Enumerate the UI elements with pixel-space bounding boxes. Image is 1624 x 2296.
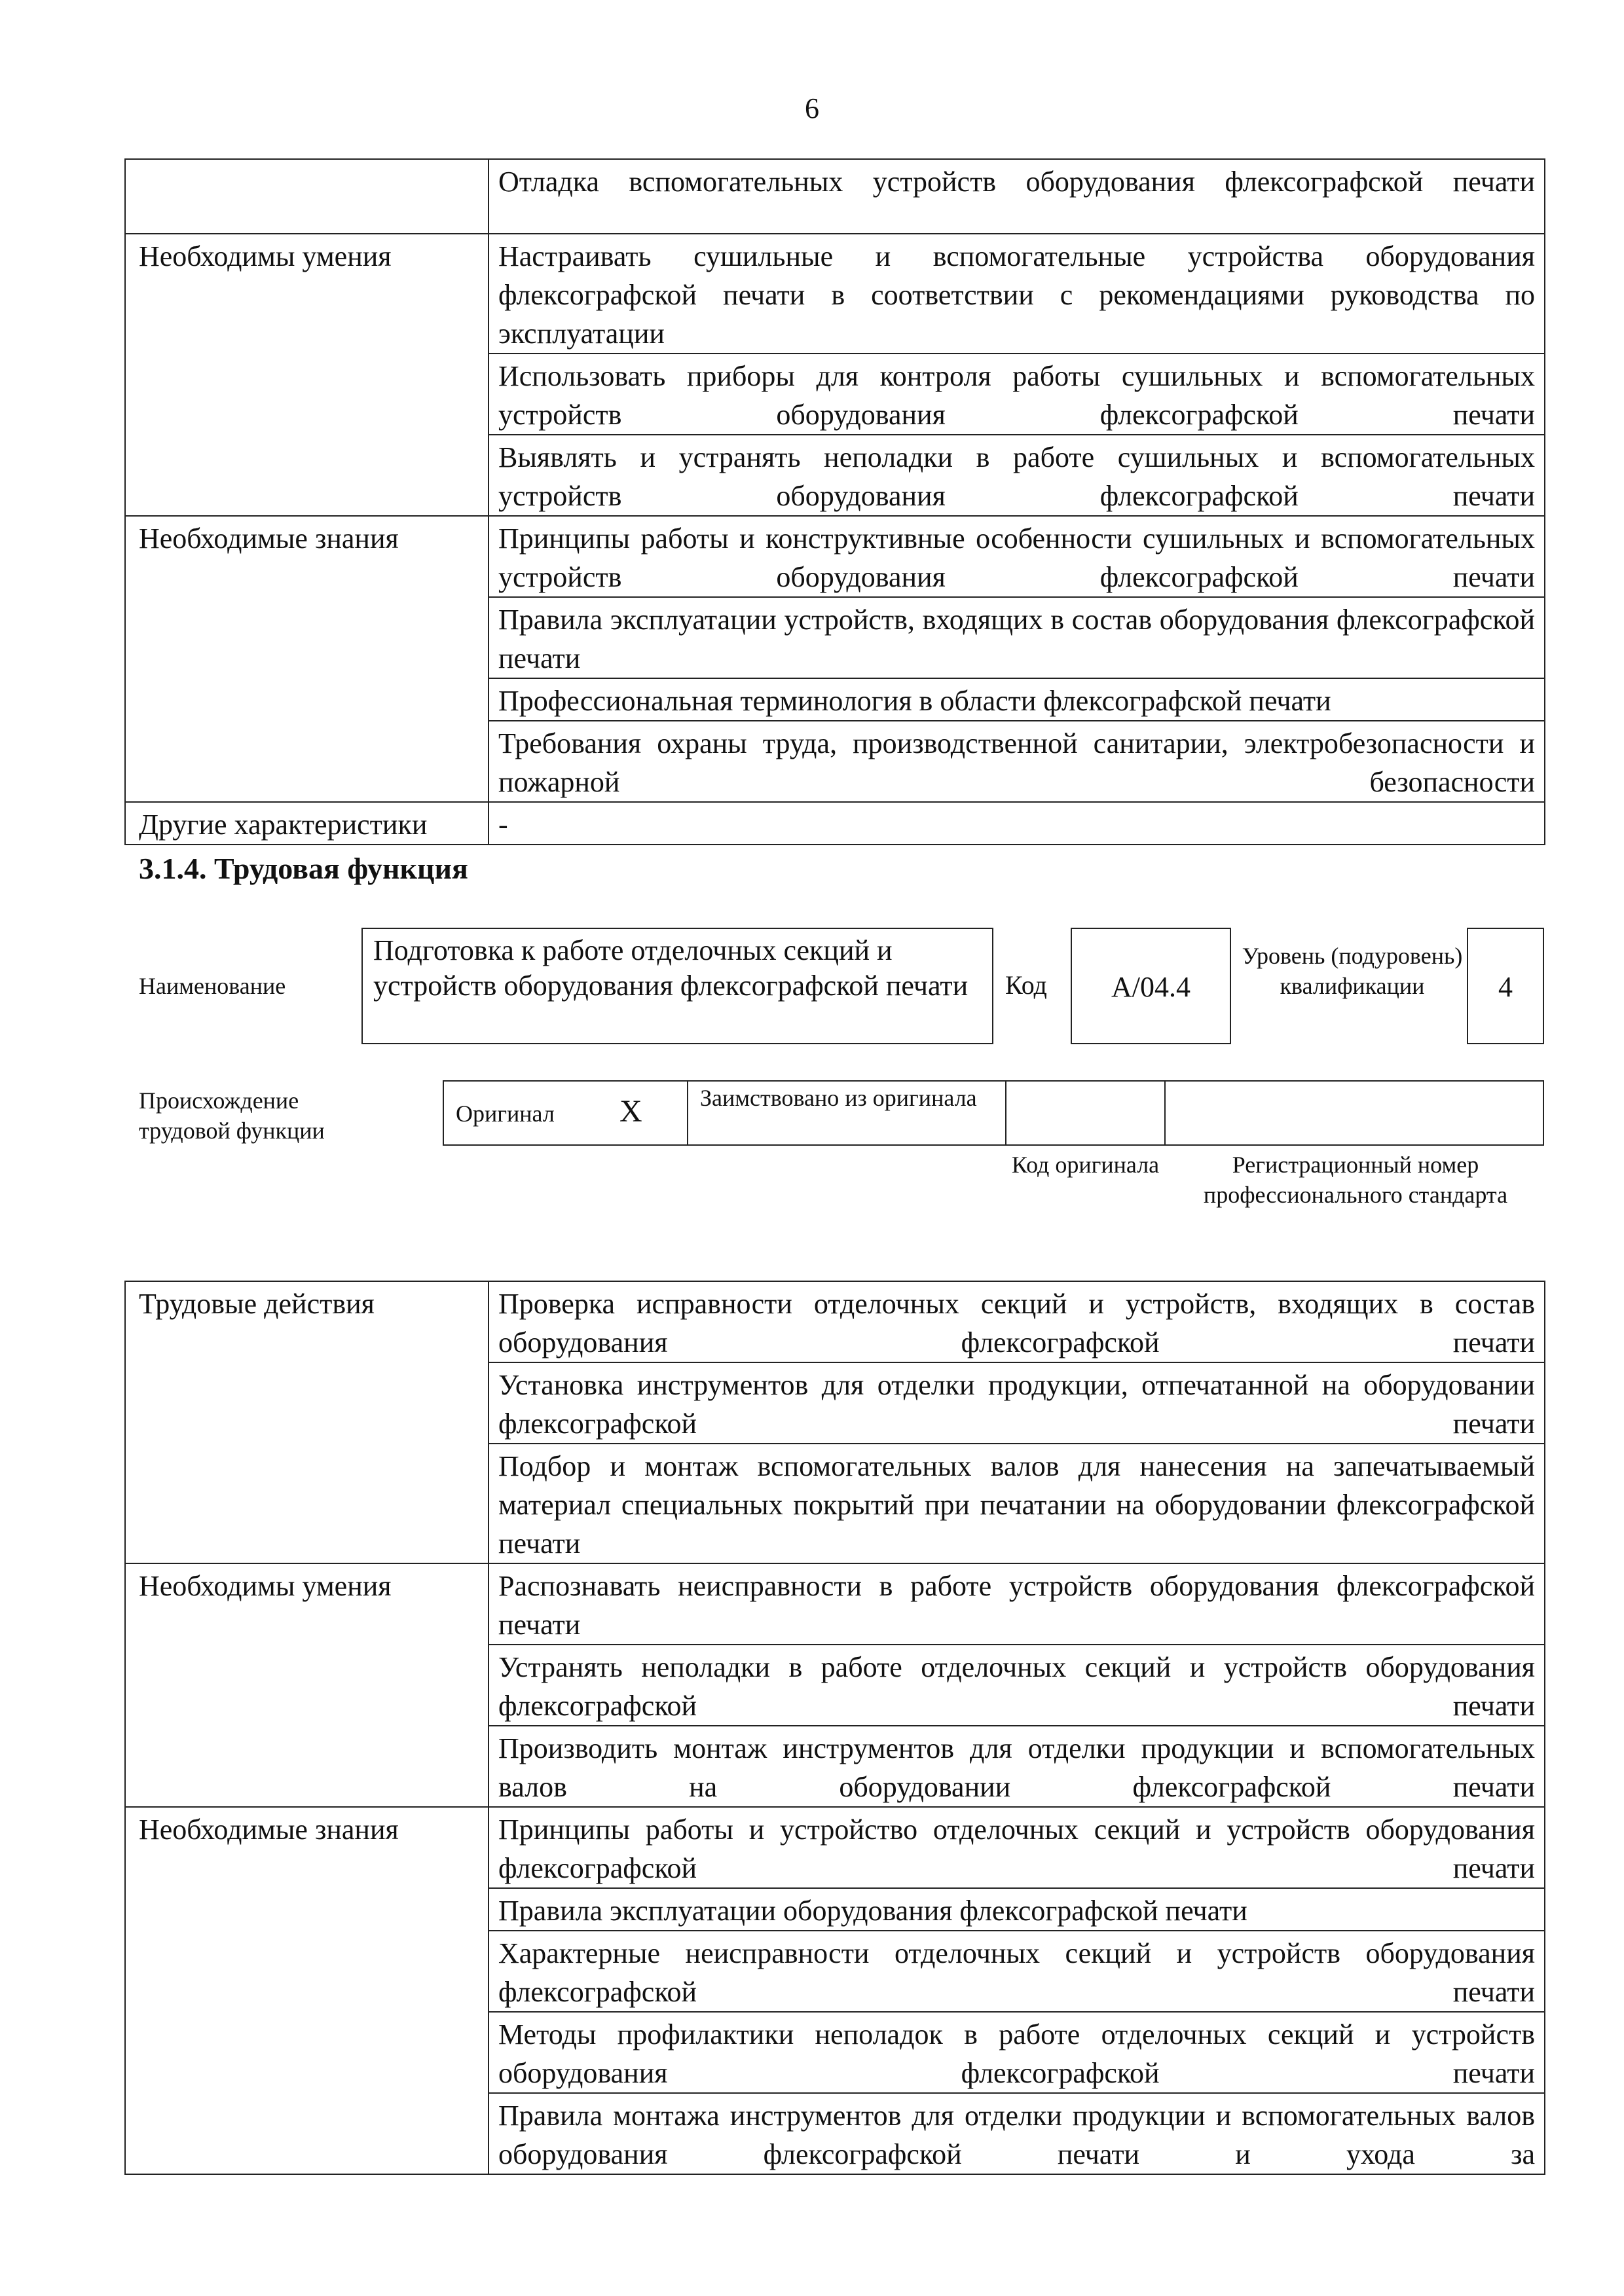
cell-text: -: [489, 802, 1545, 845]
label-skills: Необходимы умения: [125, 1563, 489, 1807]
original-code-cell: [1005, 1080, 1166, 1146]
labor-function-table: [124, 1281, 1545, 2175]
original-cell: [443, 1080, 688, 1146]
cell-text: Правила монтажа инструментов для отделки продукции и вспомогательных валов оборудования флексографской печати и ухода за: [489, 2093, 1545, 2174]
cell-text: Принципы работы и конструктивные особенности сушильных и вспомогательных устройств оборудования флексографской печати: [489, 516, 1545, 597]
cell-text: Методы профилактики неполадок в работе отделочных секций и устройств оборудования флексографской печати: [489, 2012, 1545, 2093]
code-label: Код: [1005, 970, 1047, 1000]
level-label: Уровень (подуровень) квалификации: [1242, 943, 1463, 999]
table-row: [125, 1807, 1545, 1888]
cell-text: Отладка вспомогательных устройств оборудования флексографской печати: [489, 159, 1545, 234]
cell-text: Установка инструментов для отделки продукции, отпечатанной на оборудовании флексографской печати: [489, 1362, 1545, 1444]
label-skills: Необходимы умения: [125, 234, 489, 516]
level-box: [1467, 928, 1544, 1044]
label-actions: Трудовые действия: [125, 1281, 489, 1563]
cell-text: Настраивать сушильные и вспомогательные устройства оборудования флексографской печати в соответствии с рекомендациями руководства по эксплуатации: [489, 234, 1545, 354]
code-caption: Код оригинала: [1011, 1152, 1160, 1178]
name-label: Наименование: [139, 973, 286, 999]
requirements-table-continued: [124, 158, 1545, 845]
cell-text: Устранять неполадки в работе отделочных секций и устройств оборудования флексографской печати: [489, 1645, 1545, 1726]
label-knowledge: Необходимые знания: [125, 1807, 489, 2174]
table-row: [125, 802, 1545, 845]
page-number: 6: [805, 92, 819, 124]
cell-text: Выявлять и устранять неполадки в работе сушильных и вспомогательных устройств оборудования флексографской печати: [489, 435, 1545, 516]
borrowed-cell: [687, 1080, 1006, 1146]
label-other: Другие характеристики: [125, 802, 489, 845]
cell-text: Подбор и монтаж вспомогательных валов для нанесения на запечатываемый материал специальных покрытий при печатании на оборудовании флексографской печати: [489, 1444, 1545, 1563]
table-row: [125, 159, 1545, 234]
table-row: [125, 1281, 1545, 1362]
cell-text: Распознавать неисправности в работе устройств оборудования флексографской печати: [489, 1563, 1545, 1645]
cell-text: Производить монтаж инструментов для отделки продукции и вспомогательных валов на оборудовании флексографской печати: [489, 1726, 1545, 1807]
function-name-box: [361, 928, 993, 1044]
row-label: [125, 159, 489, 234]
original-mark: X: [619, 1094, 642, 1129]
code-value: А/04.4: [1111, 971, 1190, 1003]
label-knowledge: Необходимые знания: [125, 516, 489, 802]
table-row: [125, 234, 1545, 354]
cell-text: Профессиональная терминология в области флексографской печати: [489, 678, 1545, 721]
code-box: [1071, 928, 1231, 1044]
function-name: Подготовка к работе отделочных секций и устройств оборудования флексографской печати: [373, 934, 969, 1002]
reg-caption: Регистрационный номер профессионального стандарта: [1203, 1152, 1508, 1208]
section-heading: 3.1.4. Трудовая функция: [139, 852, 468, 885]
cell-text: Характерные неисправности отделочных секций и устройств оборудования флексографской печати: [489, 1931, 1545, 2012]
cell-text: Использовать приборы для контроля работы сушильных и вспомогательных устройств оборудования флексографской печати: [489, 354, 1545, 435]
cell-text: Правила эксплуатации устройств, входящих в состав оборудования флексографской печати: [489, 597, 1545, 678]
table-row: [125, 516, 1545, 597]
cell-text: Требования охраны труда, производственной санитарии, электробезопасности и пожарной безопасности: [489, 721, 1545, 802]
borrowed-label: Заимствовано из оригинала: [700, 1085, 977, 1111]
table-row: [125, 1563, 1545, 1645]
cell-text: Проверка исправности отделочных секций и устройств, входящих в состав оборудования флексографской печати: [489, 1281, 1545, 1362]
cell-text: Принципы работы и устройство отделочных секций и устройств оборудования флексографской печати: [489, 1807, 1545, 1888]
reg-number-cell: [1164, 1080, 1544, 1146]
level-value: 4: [1498, 971, 1513, 1003]
origin-label: Происхождение трудовой функции: [139, 1087, 325, 1144]
original-label: Оригинал: [456, 1101, 555, 1127]
cell-text: Правила эксплуатации оборудования флексографской печати: [489, 1888, 1545, 1931]
